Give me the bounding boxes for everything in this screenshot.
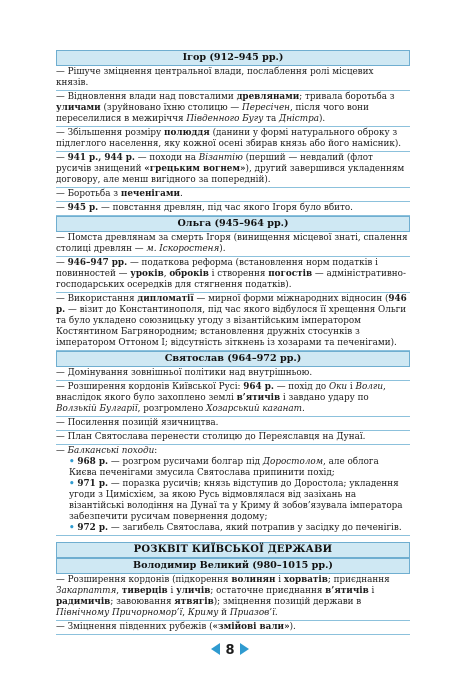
text: ).	[318, 114, 326, 124]
balkan-item-3	[56, 523, 408, 534]
place: Північному Причорномор’ї	[56, 608, 183, 618]
next-page-arrow-icon[interactable]	[240, 643, 249, 655]
bullet-icon: •	[69, 523, 75, 533]
term: дипломатії	[137, 294, 194, 304]
term: в’ятичів	[325, 586, 369, 596]
text: — Боротьба з	[56, 189, 121, 199]
place: Волзькій Булгарії	[56, 404, 138, 414]
place: Візантію	[198, 153, 243, 163]
term: хорватів	[283, 575, 328, 585]
text: і	[347, 382, 356, 392]
igor-row-5	[56, 188, 410, 202]
term: уличами	[56, 103, 101, 113]
text: , після чого вони переселилися в межиріччя	[56, 103, 369, 124]
text: ).	[219, 244, 226, 254]
term: печенігами	[120, 189, 180, 199]
place: Приазов’ї	[229, 608, 275, 618]
text: ; завоювання	[110, 597, 175, 607]
text: (данини у формі натурального оброку з підлеглого населення, яку кожної осені збирав князь або його намісник).	[56, 128, 402, 149]
date: 945 р.	[67, 203, 99, 213]
text: ,	[163, 269, 170, 279]
place: Пересічен	[242, 103, 290, 113]
term: тиверців	[121, 586, 168, 596]
term: «грецьким вогнем»	[144, 164, 246, 174]
place: м. Іскоростеня	[146, 244, 220, 254]
term: Балканські походи	[67, 446, 155, 456]
term: уроків	[130, 269, 164, 279]
section-header-olga: Ольга (945–964 рр.)	[56, 216, 410, 232]
volod-row-2	[56, 621, 410, 635]
term: полюддя	[164, 128, 210, 138]
text: ).	[289, 622, 296, 632]
text: — Помста древлянам за смерть Ігоря (винищення місцевої знаті, спалення столиці древлян —	[56, 233, 408, 254]
text: й	[218, 608, 230, 618]
igor-row-2	[56, 91, 410, 127]
text: —	[56, 203, 68, 213]
text: .	[179, 189, 183, 199]
date: 941 р., 944 р.	[67, 153, 135, 163]
balkan-title: — Балканські походи:	[56, 446, 158, 456]
text: .	[274, 608, 278, 618]
term: древлянами	[236, 92, 300, 102]
text: (перший — невдалий (флот русичів знищений	[56, 153, 373, 174]
bullet-icon: •	[69, 479, 75, 489]
volod-row-1	[56, 574, 410, 621]
bullet-icon: •	[69, 457, 75, 467]
igor-row-3	[56, 127, 410, 152]
text: —	[56, 446, 68, 456]
text: — податкова реформа (встановлення норм податків і повинностей —	[56, 258, 378, 279]
term: «змійові вали»	[212, 622, 290, 632]
svyat-row-3: — Посилення позицій язичництва.	[56, 417, 410, 431]
text: — повстання древлян, під час якого Ігоря було вбито.	[98, 203, 353, 213]
text: — Зміцнення південних рубежів (	[56, 622, 213, 632]
section-header-volodymyr: Володимир Великий (980–1015 рр.)	[56, 558, 410, 574]
prev-page-arrow-icon[interactable]	[211, 643, 220, 655]
text: і	[167, 586, 177, 596]
text: , але облога Києва печенігами змусила Святослава припинити похід;	[69, 457, 379, 478]
term: ятвягів	[174, 597, 214, 607]
page-number: 8	[225, 643, 235, 658]
page-navigator	[0, 643, 460, 658]
igor-row-1: — Рішуче зміцнення центральної влади, послаблення ролі місцевих князів.	[56, 66, 410, 91]
place: Криму	[187, 608, 219, 618]
text: — Відновлення влади над повсталими	[56, 92, 237, 102]
text: —	[56, 258, 68, 268]
olga-row-2	[56, 257, 410, 293]
text: ; приєднання	[327, 575, 390, 585]
section-header-rozkvit: РОЗКВІТ КИЇВСЬКОЇ ДЕРЖАВИ	[56, 542, 410, 558]
balkan-item-1	[56, 457, 408, 479]
text: ,	[182, 608, 188, 618]
svyat-row-1: — Домінування зовнішньої політики над внутрішньою.	[56, 367, 410, 381]
text: , внаслідок якого було захоплено землі	[56, 382, 386, 403]
date: 968 р.	[77, 457, 109, 467]
text: ); зміцнення позицій держави в	[213, 597, 362, 607]
place: Волги	[355, 382, 383, 392]
text: і	[275, 575, 284, 585]
term: погостів	[268, 269, 313, 279]
place: Дністра	[279, 114, 319, 124]
text: — Розширення кордонів (підкорення	[56, 575, 232, 585]
svyat-row-2	[56, 381, 410, 417]
text: — візит до Константинополя, під час якого відбулося її хрещення Ольги та було укладено союзницьку угоду з візантійським імператором Костянтином Багрянородним; встановлення дружніх стосунків з імператором Оттоном І; відсутність зіткнень із хозарами та печенігами).	[56, 305, 407, 348]
date: 946 р.	[56, 294, 407, 315]
text: — адміністративно-господарських осередків для стягнення податків).	[56, 269, 406, 290]
text: — Розширення кордонів Київської Русі:	[56, 382, 244, 392]
page-content	[56, 50, 410, 635]
text: — похід до	[273, 382, 329, 392]
text: , розгромлено	[137, 404, 207, 414]
text: —	[56, 153, 68, 163]
text: та	[263, 114, 280, 124]
text: — походи на	[135, 153, 199, 163]
term: волинян	[231, 575, 276, 585]
text: ; остаточне приєднання	[210, 586, 326, 596]
text: ; тривала боротьба з	[299, 92, 395, 102]
section-header-igor: Ігор (912–945 рр.)	[56, 50, 410, 66]
term: уличів	[176, 586, 211, 596]
svyat-row-5	[56, 445, 410, 536]
text: ), другий завершився укладенням договору, але менш вигідного за попередній).	[56, 164, 405, 185]
text: — поразка русичів; князь відступив до Доростола; укладення угоди з Цимісхієм, за якою Русь відмовлялася від зазіхань на візантійські володіння на Дунаї та у Криму й зобов’язувала імператора забезпечити русичам повернення додому;	[69, 479, 403, 522]
text: і	[368, 586, 375, 596]
text: і створення	[208, 269, 269, 279]
svyat-row-4: — План Святослава перенести столицю до Переяславця на Дунаї.	[56, 431, 410, 445]
date: 946–947 рр.	[67, 258, 128, 268]
igor-row-6	[56, 202, 410, 216]
olga-row-1	[56, 232, 410, 257]
place: Оки	[328, 382, 348, 392]
balkan-item-2	[56, 479, 408, 523]
text: — розгром русичами болгар під	[108, 457, 263, 467]
place: Хозарський каганат	[206, 404, 302, 414]
text: — загибель Святослава, який потрапив у засідку до печенігів.	[108, 523, 402, 533]
text: — Використання	[56, 294, 138, 304]
text: (зруйновано їхню столицю —	[103, 103, 243, 113]
term: в’ятичів	[236, 393, 281, 403]
text: і завдано удару по	[280, 393, 369, 403]
section-header-svyatoslav: Святослав (964–972 рр.)	[56, 351, 410, 367]
text: ,	[116, 586, 122, 596]
term: оброків	[169, 269, 209, 279]
place: Доростолом	[262, 457, 324, 467]
date: 971 р.	[77, 479, 109, 489]
text: — мирної форми міжнародних відносин (	[193, 294, 389, 304]
text: — Збільшення розміру	[56, 128, 165, 138]
olga-row-3	[56, 293, 410, 351]
igor-row-4	[56, 152, 410, 188]
term: радимичів	[56, 597, 111, 607]
date: 972 р.	[77, 523, 109, 533]
place: Закарпаття	[56, 586, 117, 596]
text: .	[301, 404, 305, 414]
place: Південного Бугу	[186, 114, 264, 124]
date: 964 р.	[243, 382, 274, 392]
